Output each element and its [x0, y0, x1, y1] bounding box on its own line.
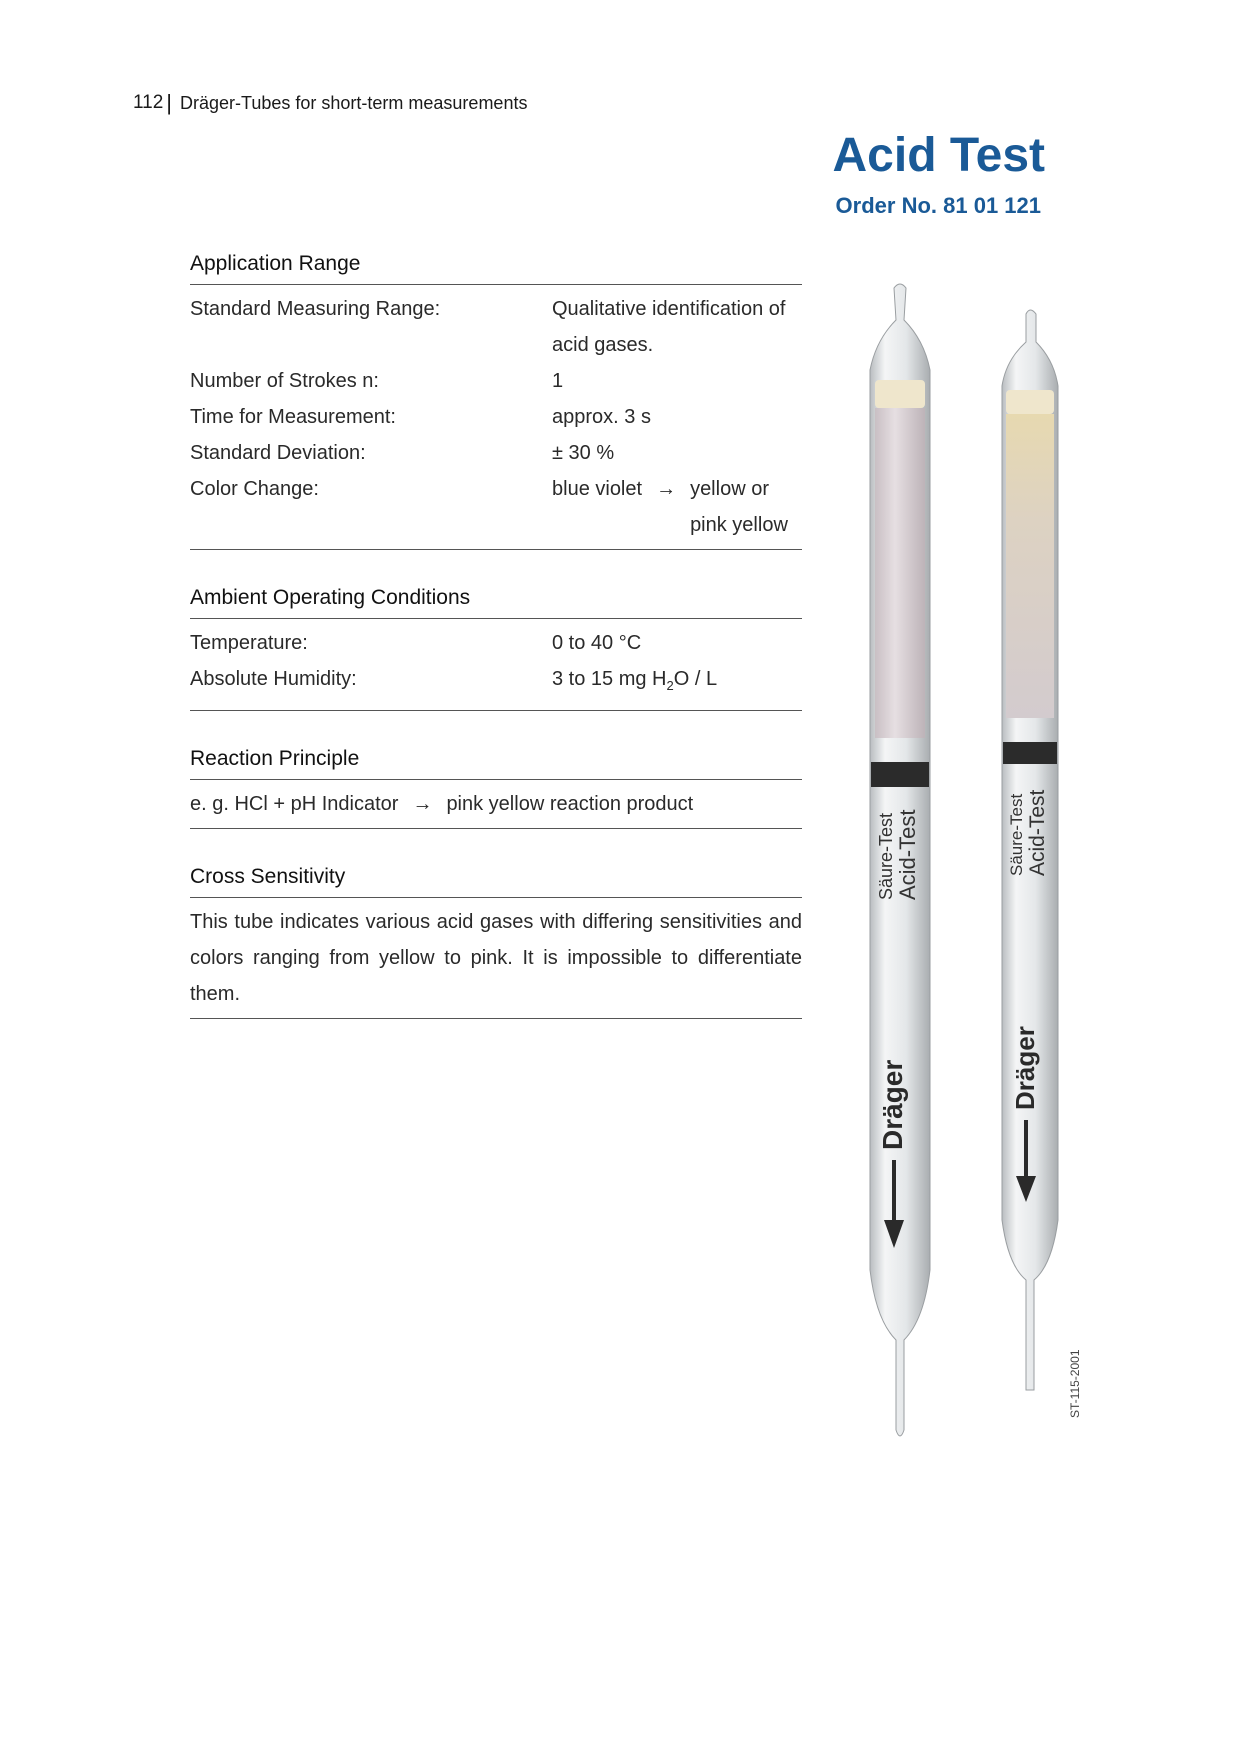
- table-row: [190, 399, 802, 435]
- reaction-body: [190, 780, 802, 829]
- arrow-icon: →: [412, 793, 433, 815]
- row-label: Temperature:: [190, 632, 308, 654]
- arrow-icon: →: [656, 478, 677, 500]
- tube-1: [870, 284, 930, 1436]
- row-value: ± 30 %: [552, 442, 615, 464]
- reaction-row: [190, 786, 802, 822]
- page-title: Acid Test: [832, 129, 1045, 182]
- row-value: approx. 3 s: [552, 406, 651, 428]
- table-row: [190, 435, 802, 471]
- humidity-pre: 3 to 15 mg H: [552, 668, 667, 690]
- color-to: yellow or pink yellow: [690, 478, 788, 536]
- row-value: 1: [552, 370, 564, 392]
- reaction-section: [190, 747, 802, 829]
- cross-sensitivity-section: [190, 865, 802, 1019]
- reaction-left: e. g. HCl + pH Indicator: [190, 793, 399, 815]
- table-row: [190, 363, 802, 399]
- tube-2-brand: Dräger: [1010, 1026, 1040, 1110]
- ambient-section: [190, 586, 802, 711]
- running-header: [133, 92, 527, 114]
- tube-2-label-a: Säure-Test: [1007, 793, 1026, 876]
- table-row: [190, 471, 802, 543]
- cross-sensitivity-heading: Cross Sensitivity: [190, 865, 802, 898]
- tube-1-brand: Dräger: [877, 1059, 908, 1150]
- color-from: blue violet: [552, 478, 643, 500]
- application-range-section: [190, 252, 802, 550]
- humidity-post: O / L: [673, 668, 718, 690]
- row-label: Standard Deviation:: [190, 442, 366, 464]
- color-change-value: [552, 471, 802, 543]
- header-separator: |: [166, 90, 173, 115]
- application-range-heading: Application Range: [190, 252, 802, 285]
- table-row: [190, 291, 802, 363]
- tube-2-label-b: Acid-Test: [1026, 789, 1049, 876]
- tube-1-label-b: Acid-Test: [895, 809, 920, 900]
- main-content: [190, 252, 802, 1055]
- row-label: Absolute Humidity:: [190, 668, 357, 690]
- tube-1-label-a: Säure-Test: [876, 812, 896, 900]
- row-label: Number of Strokes n:: [190, 370, 379, 392]
- reaction-heading: Reaction Principle: [190, 747, 802, 780]
- row-value: Qualitative identification of acid gases.: [552, 298, 786, 356]
- order-number: Order No. 81 01 121: [835, 193, 1041, 218]
- running-title: Dräger-Tubes for short-term measurements: [180, 92, 528, 113]
- ambient-table: [190, 619, 802, 711]
- cross-sensitivity-text: This tube indicates various acid gases with differing sensitivities and colors ranging from yellow to pink. It is impossible to differentiate them.: [190, 911, 802, 1005]
- page-number: 112: [133, 92, 164, 113]
- table-row: [190, 661, 802, 704]
- row-label: Color Change:: [190, 478, 319, 500]
- humidity-sub: 2: [666, 678, 674, 693]
- row-label: Time for Measurement:: [190, 406, 396, 428]
- detector-tubes-photo: [840, 280, 1090, 1450]
- humidity-value: [552, 661, 802, 704]
- ambient-heading: Ambient Operating Conditions: [190, 586, 802, 619]
- row-label: Standard Measuring Range:: [190, 298, 441, 320]
- application-range-table: [190, 285, 802, 550]
- reaction-right: pink yellow reaction product: [446, 793, 694, 815]
- row-value: 0 to 40 °C: [552, 632, 642, 654]
- photo-credit: ST-115-2001: [1068, 1349, 1082, 1418]
- table-row: [190, 625, 802, 661]
- tube-2: [1002, 310, 1058, 1390]
- cross-sensitivity-body: [190, 898, 802, 1019]
